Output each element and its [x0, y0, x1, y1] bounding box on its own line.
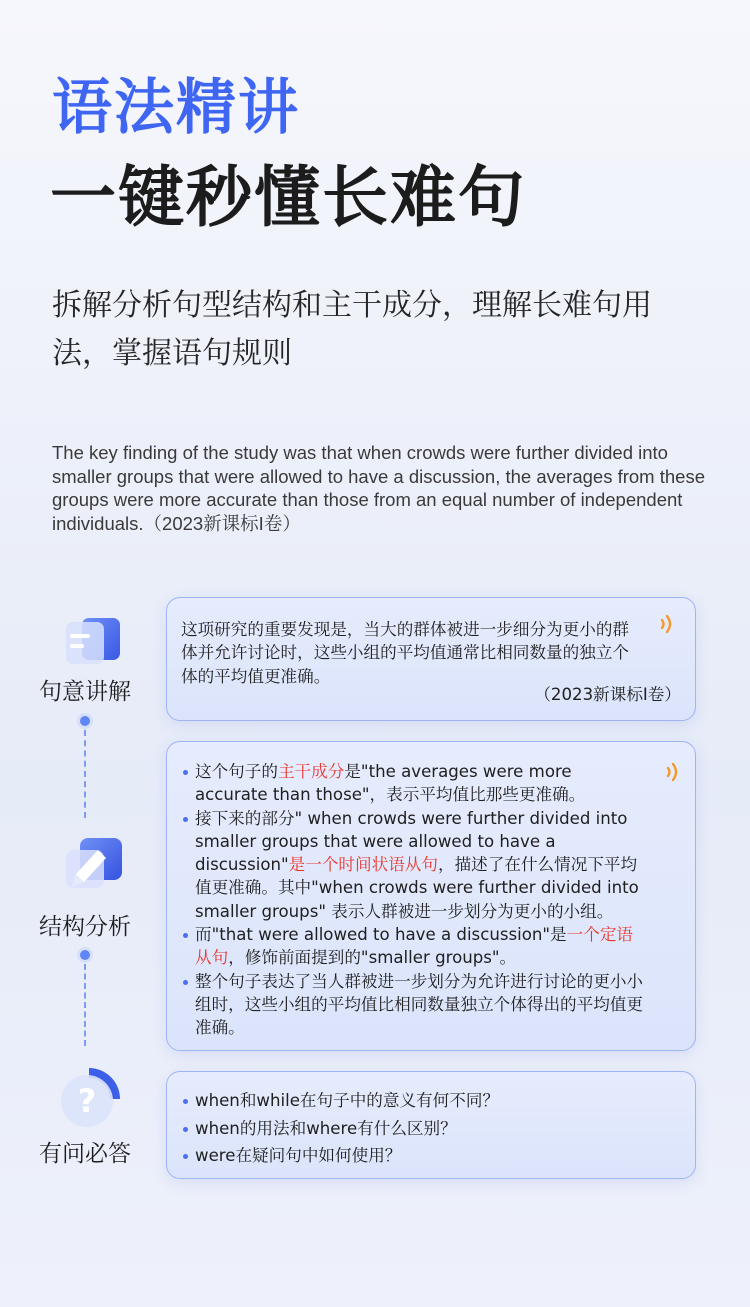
meaning-card [166, 597, 696, 721]
list-item: 而"that were allowed to have a discussion"是一个定语从句，修饰前面提到的"smaller groups"。 [181, 923, 649, 970]
document-icon [62, 612, 124, 666]
meaning-source: （2023新课标I卷） [534, 684, 681, 704]
label-meaning: 句意讲解 [39, 679, 131, 705]
highlight-main-clause: 主干成分 [277, 762, 345, 781]
question-item[interactable]: when的用法和where有什么区别？ [181, 1115, 655, 1143]
question-item[interactable]: when和while在句子中的意义有何不同？ [181, 1087, 655, 1115]
timeline-dot [80, 716, 90, 726]
question-item[interactable]: were在疑问句中如何使用？ [181, 1142, 655, 1170]
label-structure: 结构分析 [39, 914, 131, 940]
svg-text:?: ? [77, 1082, 97, 1120]
highlight-adverbial-clause: 是一个时间状语从句 [288, 855, 438, 875]
meaning-text: 这项研究的重要发现是，当大的群体被进一步细分为更小的群体并允许讨论时，这些小组的平均值通常比相同数量的独立个体的平均值更准确。 [181, 620, 630, 686]
title-main: 一键秒懂长难句 [50, 159, 526, 236]
sound-icon[interactable] [659, 612, 677, 636]
timeline-connector [84, 964, 86, 1046]
sound-icon[interactable] [665, 760, 683, 784]
structure-card [166, 741, 696, 1051]
list-item: 这个句子的主干成分是"the averages were more accurate than those"，表示平均值比那些更准确。 [181, 760, 649, 807]
list-item: 接下来的部分" when crowds were further divided into smaller groups that were allowed to have a discussion"是一个时间状语从句，描述了在什么情况下平均值更准确。其中"when crowds were further divided into smaller groups" 表示人群被进一步划分为更小的小组。 [181, 807, 649, 923]
timeline-connector [84, 730, 86, 818]
list-item: 整个句子表达了当人群被进一步划分为允许进行讨论的更小小组时，这些小组的平均值比相同数量独立个体得出的平均值更准确。 [181, 970, 649, 1040]
pencil-icon [62, 834, 126, 894]
qa-card [166, 1071, 696, 1179]
question-icon [54, 1064, 124, 1134]
timeline-dot [80, 950, 90, 960]
subtitle: 拆解分析句型结构和主干成分，理解长难句用法，掌握语句规则 [52, 288, 652, 371]
example-sentence: The key finding of the study was that when crowds were further divided into smaller groups that were allowed to have a discussion, the averages from these groups were more accurate than those from an equal number of independent individuals.（2023新课标I卷） [52, 442, 705, 534]
label-qa: 有问必答 [39, 1141, 131, 1167]
highlight-attributive-clause: 一个定语从句 [195, 925, 634, 968]
title-grammar: 语法精讲 [52, 73, 300, 143]
